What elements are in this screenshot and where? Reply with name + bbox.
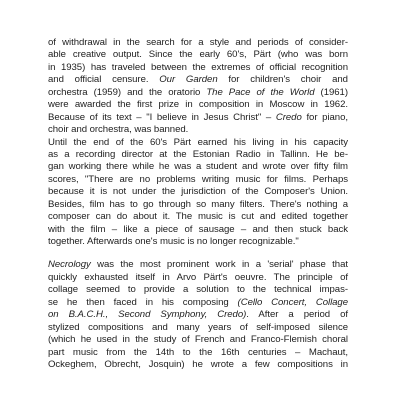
text-line: collage seemed to provide a solution to the technical impas-	[48, 284, 348, 296]
italic-title: (Cello Concert, Collage	[237, 296, 349, 308]
document-page	[48, 37, 348, 371]
italic-title: Our Garden	[159, 74, 218, 86]
text-line: stylized compositions and many years of self-imposed silence	[48, 321, 348, 333]
text-line: quickly exhausted itself in Arvo Pärt's oeuvre. The principle of	[48, 271, 348, 283]
text-line: as a recording director at the Estonian Radio in Tallinn. He be-	[48, 148, 348, 160]
text-line: choir and orchestra, was banned.	[48, 124, 189, 136]
paragraph-1	[48, 37, 348, 137]
text-line: composer can do about it. The music is cut and edited together	[48, 211, 348, 223]
text-line: Besides, film has to go through so many filters. There's nothing a	[48, 198, 348, 210]
text-line: able creative output. Since the early 60's, Pärt (who was born	[48, 49, 348, 61]
text-line: Ockeghem, Obrecht, Josquin) he wrote a few compositions in	[48, 358, 348, 370]
text-line: Because of its text – "I believe in Jesus Christ" – Credo for piano,	[48, 111, 348, 123]
paragraph-gap	[48, 248, 348, 259]
text-line: of withdrawal in the search for a style and periods of consider-	[48, 37, 348, 48]
text-line: (which he used in the study of French and Franco-Flemish choral	[48, 334, 348, 346]
text-line: with the film – like a piece of sausage – and then stuck back	[48, 223, 348, 235]
text-line: together. Afterwards one's music is no longer recognizable."	[48, 236, 299, 247]
text-line: part music from the 14th to the 16th centuries – Machaut,	[48, 346, 348, 358]
text-line: because it is not under the jurisdiction of the Composer's Union.	[48, 186, 348, 198]
text-line: on B.A.C.H., Second Symphony, Credo). After a period of	[48, 309, 348, 321]
italic-title: The Pace of the World	[206, 86, 315, 98]
text-line: Until the end of the 60's Pärt earned his living in his capacity	[48, 136, 348, 148]
text-line: in 1935) has traveled between the extremes of official recognition	[48, 61, 348, 73]
text-line: and official censure. Our Garden for children's choir and	[48, 74, 348, 86]
text-line: scores, "There are no problems writing music for films. Perhaps	[48, 173, 348, 185]
paragraph-3	[48, 259, 348, 371]
italic-title: Credo	[275, 111, 302, 123]
text-line: se he then faced in his composing (Cello Concert, Collage	[48, 296, 349, 308]
italic-title: Necrology	[48, 259, 91, 271]
text-line: gan working there while he was a student and wrote over fifty film	[48, 161, 348, 173]
italic-title: on B.A.C.H., Second Symphony, Credo)	[48, 309, 247, 321]
paragraph-2	[48, 137, 348, 249]
text-line: Necrology was the most prominent work in a 'serial' phase that	[48, 259, 348, 271]
text-line: orchestra (1959) and the oratorio The Pace of the World (1961)	[48, 86, 348, 98]
text-line: were awarded the first prize in composition in Moscow in 1962.	[48, 99, 348, 111]
